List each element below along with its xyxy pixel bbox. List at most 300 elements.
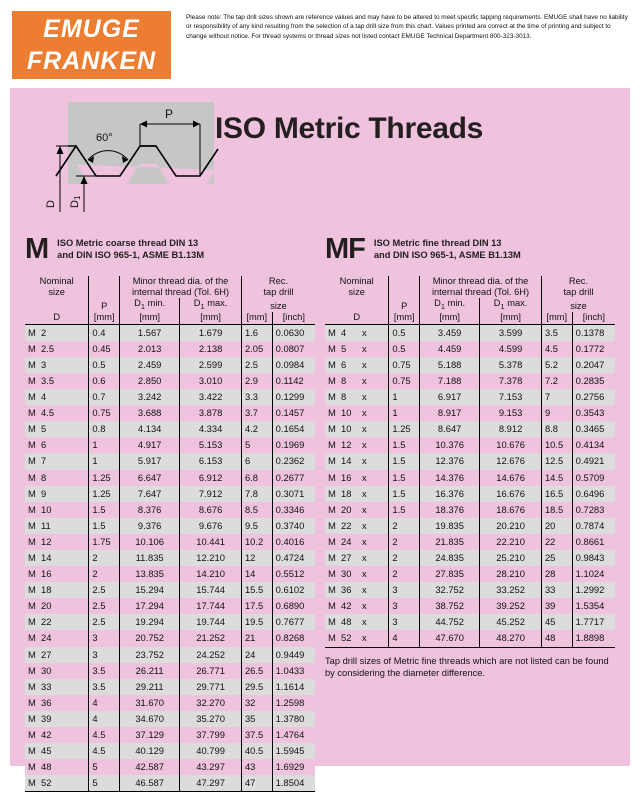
cell-d1-max: 10.441 [180,534,242,550]
th-rec: Rec. [268,276,289,286]
cell-drill-inch: 0.7283 [572,502,615,518]
cell-drill-mm: 4.2 [244,423,258,435]
cell-drill-mm: 9.5 [244,519,258,531]
cell-nominal-size: M 24 x [328,535,367,547]
disclaimer-note: Please note: The tap drill sizes shown are reference values and may have to be altered to meet specific tapping requirements. EMUGE shall have no liability or responsibility of any kind resulting from the selection of a tap drill size from this chart. Values printed are correct at the time of printing and subject to change without notice. For thread systems or thread sizes not listed contact EMUGE Technical Department 800-323-3013. [186,14,628,40]
cell-pitch: 2 [389,566,420,582]
cell-nominal-size: M 11 [28,519,51,531]
header-row-4 [25,312,315,324]
cell-d1-max: 37.799 [180,727,242,743]
th-tapdrill: tap drill [263,287,294,298]
table-row [325,598,615,614]
cell-d1-max: 43.297 [180,759,242,775]
cell-d1-min: 31.670 [120,695,180,711]
cell-pitch: 1.5 [89,502,120,518]
th-p: P [389,298,420,312]
cell-pitch: 1.5 [389,437,420,453]
cell-pitch: 0.45 [89,341,120,357]
cell-drill-inch: 0.1772 [572,341,615,357]
cell-d1-min: 47.670 [420,630,480,647]
cell-d1-max: 9.153 [480,405,542,421]
cell-pitch: 2 [89,550,120,566]
page-title: ISO Metric Threads [215,112,484,145]
cell-pitch: 1.25 [89,486,120,502]
cell-drill-mm: 21 [244,632,256,644]
th-d1max: $D_1$ max. [480,298,542,312]
table-row [325,341,615,357]
coarse-caption-line1: ISO Metric coarse thread DIN 13 [57,238,199,248]
cell-drill-mm: 39 [544,600,556,612]
svg-text:P: P [165,107,174,121]
cell-d1-max: 6.912 [180,470,242,486]
cell-nominal-size: M 3.5 [28,374,55,386]
cell-pitch: 0.8 [89,421,120,437]
coarse-table-body [25,324,315,792]
cell-d1-min: 18.376 [420,502,480,518]
th-drill-mm: [mm] [541,312,572,324]
fine-table-head [325,276,615,324]
th-d1min: $D_1$ min. [120,298,180,312]
cell-drill-mm: 8.8 [544,423,558,435]
th-nominal: Nominal [339,276,374,286]
table-row [325,453,615,469]
cell-d1-max: 21.252 [180,630,242,646]
cell-d1-max: 3.599 [480,324,542,341]
cell-nominal-size: M 24 [28,632,52,644]
cell-drill-inch: 0.1457 [272,405,315,421]
cell-d1-min: 6.647 [120,470,180,486]
table-row [25,743,315,759]
cell-nominal-size: M 4 [28,391,47,403]
cell-nominal-size: M 16 x [328,471,367,483]
cell-d1-max: 3.010 [180,373,242,389]
th-blank-2 [89,287,120,298]
cell-d1-min: 29.211 [120,679,180,695]
cell-d1-max: 6.153 [180,453,242,469]
cell-d1-max: 22.210 [480,534,542,550]
cell-nominal-size: M 9 [28,487,47,499]
cell-d1-min: 4.459 [420,341,480,357]
fine-badge: MF [325,233,365,265]
cell-drill-inch: 0.5709 [572,470,615,486]
table-row [25,486,315,502]
table-row [25,647,315,663]
th-d1min: $D_1$ min. [420,298,480,312]
cell-drill-mm: 28 [544,568,556,580]
cell-pitch: 1.25 [89,470,120,486]
cell-d1-min: 8.917 [420,405,480,421]
cell-drill-mm: 5 [244,439,251,451]
table-row [25,453,315,469]
cell-nominal-size: M 30 [28,664,52,676]
th-blank-2 [389,287,420,298]
cell-d1-max: 24.252 [180,647,242,663]
cell-nominal-size: M 5 [28,423,47,435]
cell-d1-min: 46.587 [120,775,180,792]
cell-drill-mm: 19.5 [244,616,264,628]
cell-drill-mm: 48 [541,630,572,647]
cell-drill-inch: 0.3071 [272,486,315,502]
cell-nominal-size: M 20 [28,600,52,612]
cell-d1-max: 40.799 [180,743,242,759]
cell-nominal-size: M 42 [28,729,52,741]
cell-pitch: 1.25 [389,421,420,437]
cell-d1-min: 14.376 [420,470,480,486]
cell-pitch: 3.5 [89,663,120,679]
cell-d1-min: 3.242 [120,389,180,405]
header-row-4 [325,312,615,324]
fine-caption-line2: and DIN ISO 965-1, ASME B1.13M [373,249,521,260]
cell-drill-mm: 33 [544,584,556,596]
cell-nominal-size: M 2 [28,326,47,338]
cell-nominal-size: M 22 x [328,519,367,531]
table-row [325,518,615,534]
cell-drill-mm: 6.8 [244,471,258,483]
cell-d1-max: 16.676 [480,486,542,502]
table-row [25,711,315,727]
cell-d1-min: 5.188 [420,357,480,373]
th-minor-line1: Minor thread dia. of the [420,276,542,287]
cell-pitch: 0.7 [89,389,120,405]
cell-d1-max: 7.912 [180,486,242,502]
cell-d1-min: 17.294 [120,598,180,614]
cell-d1-min: 40.129 [120,743,180,759]
header-row-3 [25,298,315,312]
th-minor-line2: internal thread (Tol. 6H) [120,287,242,298]
cell-drill-mm: 25 [544,551,556,563]
cell-d1-max: 45.252 [480,614,542,630]
cell-d1-max: 7.153 [480,389,542,405]
cell-d1-max: 14.676 [480,470,542,486]
cell-nominal-size: M 2.5 [28,342,55,354]
cell-drill-inch: 0.3543 [572,405,615,421]
cell-d1-max: 25.210 [480,550,542,566]
th-tapdrill: tap drill [563,287,594,298]
cell-nominal-size: M 33 [28,680,52,692]
cell-d1-min: 9.376 [120,518,180,534]
cell-d1-max: 4.334 [180,421,242,437]
cell-drill-inch: 0.0630 [272,324,315,341]
cell-pitch: 0.75 [89,405,120,421]
cell-pitch: 1 [89,453,120,469]
cell-drill-mm: 14.5 [544,471,564,483]
cell-d1-min: 38.752 [420,598,480,614]
cell-d1-max: 12.676 [480,453,542,469]
th-minor-line1: Minor thread dia. of the [120,276,242,287]
cell-d1-min: 26.211 [120,663,180,679]
header-row-1 [25,276,315,287]
th-p-unit: [mm] [89,312,120,324]
cell-d1-min: 12.376 [420,453,480,469]
th-d1min-unit: [mm] [420,312,480,324]
cell-drill-inch: 0.7677 [272,614,315,630]
cell-d1-min: 3.459 [420,324,480,341]
cell-drill-mm: 37.5 [244,729,264,741]
cell-d1-min: 7.647 [120,486,180,502]
cell-drill-mm: 5.2 [544,358,558,370]
cell-drill-mm: 2.05 [244,342,264,354]
cell-d1-max: 32.270 [180,695,242,711]
cell-nominal-size: M 27 [28,648,52,660]
table-row [25,518,315,534]
cell-drill-inch: 0.9843 [572,550,615,566]
cell-nominal-size: M 12 x [328,439,367,451]
cell-drill-mm: 15.5 [244,584,264,596]
th-blank-1 [389,276,420,287]
svg-text:D1: D1 [69,195,82,208]
cell-nominal-size: M 10 x [328,423,367,435]
cell-drill-mm: 3.7 [244,407,258,419]
cell-d1-min: 2.013 [120,341,180,357]
th-d: D [325,312,389,324]
cell-drill-inch: 1.1614 [272,679,315,695]
table-row [25,502,315,518]
cell-nominal-size: M 39 [28,712,52,724]
cell-pitch: 0.6 [89,373,120,389]
table-row [25,727,315,743]
cell-drill-mm: 24 [244,648,256,660]
table-row [325,582,615,598]
cell-pitch: 0.5 [389,324,420,341]
th-blank-3 [325,298,389,312]
cell-d1-min: 8.376 [120,502,180,518]
cell-d1-max: 14.210 [180,566,242,582]
th-nominal: Nominal [39,276,74,286]
cell-drill-inch: 1.7717 [572,614,615,630]
th-rec: Rec. [568,276,589,286]
cell-d1-min: 11.835 [120,550,180,566]
cell-drill-inch: 1.1024 [572,566,615,582]
cell-drill-inch: 1.6929 [272,759,315,775]
th-p: P [89,298,120,312]
table-row [325,614,615,630]
cell-d1-max: 2.599 [180,357,242,373]
cell-nominal-size: M 10 x [328,407,367,419]
table-row [25,324,315,341]
cell-d1-min: 4.134 [120,421,180,437]
cell-drill-mm: 16.5 [544,487,564,499]
table-row [325,550,615,566]
cell-nominal-size: M 14 [28,551,52,563]
cell-d1-min: 27.835 [420,566,480,582]
cell-d1-max: 26.771 [180,663,242,679]
cell-d1-max: 15.744 [180,582,242,598]
table-row [25,421,315,437]
cell-d1-max: 3.422 [180,389,242,405]
cell-nominal-size: M 30 x [328,568,367,580]
cell-drill-inch: 0.4921 [572,453,615,469]
th-size: size [48,287,65,298]
thread-profile-diagram [32,96,222,216]
th-d: D [25,312,89,324]
cell-drill-inch: 0.3465 [572,421,615,437]
cell-drill-inch: 0.4134 [572,437,615,453]
cell-d1-max: 29.771 [180,679,242,695]
cell-d1-min: 1.567 [120,324,180,341]
cell-drill-mm: 26.5 [244,664,264,676]
logo-text-emuge: EMUGE [17,15,166,47]
table-row [25,566,315,582]
coarse-caption [57,236,204,261]
cell-nominal-size: M 52 [25,775,89,792]
cell-drill-mm: 32 [244,696,256,708]
coarse-badge: M [25,233,49,265]
cell-pitch: 3 [389,582,420,598]
cell-pitch: 2.5 [89,614,120,630]
cell-d1-min: 34.670 [120,711,180,727]
table-row [25,759,315,775]
cell-pitch: 2.5 [89,582,120,598]
cell-d1-max: 2.138 [180,341,242,357]
cell-drill-mm: 3.3 [244,391,258,403]
table-row [325,502,615,518]
table-row [25,775,315,792]
svg-text:D: D [45,200,57,208]
th-minor-line2: internal thread (Tol. 6H) [420,287,542,298]
fine-footnote: Tap drill sizes of Metric fine threads which are not listed can be found by considering the diameter difference. [325,655,609,678]
cell-d1-max: 8.912 [480,421,542,437]
cell-d1-max: 7.378 [480,373,542,389]
table-row [325,486,615,502]
cell-drill-mm: 8.5 [244,503,258,515]
cell-nominal-size: M 6 [28,439,47,451]
coarse-caption-line2: and DIN ISO 965-1, ASME B1.13M [57,249,205,260]
table-row [325,373,615,389]
cell-nominal-size: M 48 x [328,616,367,628]
coarse-thread-table [25,276,315,792]
cell-d1-min: 10.106 [120,534,180,550]
cell-drill-inch: 0.0807 [272,341,315,357]
cell-drill-inch: 0.0984 [272,357,315,373]
table-row [25,373,315,389]
cell-d1-min: 2.459 [120,357,180,373]
cell-pitch: 3 [89,630,120,646]
cell-nominal-size: M 3 [28,358,47,370]
cell-drill-mm: 7.8 [244,487,258,499]
fine-caption-line1: ISO Metric fine thread DIN 13 [373,238,502,248]
th-size: size [348,287,365,298]
cell-drill-inch: 0.6890 [272,598,315,614]
cell-drill-mm: 10.2 [244,535,264,547]
cell-d1-min: 4.917 [120,437,180,453]
cell-drill-mm: 47 [241,775,272,792]
cell-pitch: 0.5 [389,341,420,357]
table-row [325,421,615,437]
cell-drill-inch: 0.8268 [272,630,315,646]
content-panel [10,88,630,789]
cell-drill-mm: 45 [544,616,556,628]
cell-nominal-size: M 18 x [328,487,367,499]
table-row [25,550,315,566]
table-row [25,598,315,614]
header-row-3 [325,298,615,312]
cell-pitch: 0.4 [89,324,120,341]
cell-d1-min: 24.835 [420,550,480,566]
coarse-header [25,233,315,276]
cell-nominal-size: M 10 [28,503,52,515]
cell-pitch: 1.5 [389,502,420,518]
cell-pitch: 4.5 [89,727,120,743]
table-row [25,437,315,453]
cell-nominal-size: M 4.5 [28,407,55,419]
th-blank-1 [89,276,120,287]
th-d1max-unit: [mm] [480,312,542,324]
coarse-thread-block [25,233,315,792]
th-sizeword: size [270,301,287,312]
table-row [25,470,315,486]
cell-d1-max: 5.378 [480,357,542,373]
cell-drill-inch: 1.0433 [272,663,315,679]
cell-d1-max: 18.676 [480,502,542,518]
table-row [325,405,615,421]
cell-drill-inch: 0.9449 [272,647,315,663]
table-row [25,630,315,646]
cell-pitch: 3.5 [89,679,120,695]
cell-nominal-size: M 14 x [328,455,367,467]
cell-drill-mm: 4.5 [544,342,558,354]
fine-table-body [325,324,615,647]
cell-drill-mm: 43 [244,761,256,773]
cell-drill-mm: 12.5 [544,455,564,467]
cell-d1-min: 16.376 [420,486,480,502]
header-row-2 [325,287,615,298]
cell-nominal-size: M 36 [28,696,52,708]
cell-drill-inch: 1.5945 [272,743,315,759]
cell-d1-max: 3.878 [180,405,242,421]
cell-pitch: 0.75 [389,357,420,373]
cell-drill-inch: 1.3780 [272,711,315,727]
cell-d1-min: 15.294 [120,582,180,598]
cell-d1-max: 4.599 [480,341,542,357]
cell-drill-mm: 3.5 [544,326,558,338]
cell-d1-max: 8.676 [180,502,242,518]
cell-nominal-size: M 6 x [328,358,367,370]
cell-drill-inch: 0.1299 [272,389,315,405]
table-row [325,534,615,550]
cell-drill-mm: 2.5 [244,358,258,370]
cell-drill-mm: 14 [244,568,256,580]
table-row [25,405,315,421]
cell-drill-inch: 0.4016 [272,534,315,550]
table-row [25,663,315,679]
cell-drill-mm: 7 [544,391,551,403]
table-row [325,389,615,405]
cell-drill-inch: 0.7874 [572,518,615,534]
cell-d1-min: 42.587 [120,759,180,775]
cell-pitch: 4.5 [89,743,120,759]
cell-nominal-size: M 27 x [328,551,367,563]
cell-d1-min: 44.752 [420,614,480,630]
cell-d1-min: 32.752 [420,582,480,598]
cell-drill-inch: 1.2598 [272,695,315,711]
table-row [25,614,315,630]
cell-d1-max: 19.744 [180,614,242,630]
cell-nominal-size: M 22 [28,616,52,628]
th-d1max-unit: [mm] [180,312,242,324]
cell-drill-inch: 0.2047 [572,357,615,373]
cell-drill-inch: 0.2756 [572,389,615,405]
cell-drill-inch: 0.1142 [272,373,315,389]
cell-drill-inch: 0.2362 [272,453,315,469]
cell-pitch: 1.75 [89,534,120,550]
cell-nominal-size: M 16 [28,568,52,580]
svg-text:60°: 60° [96,132,113,144]
cell-d1-max: 35.270 [180,711,242,727]
cell-d1-min: 19.294 [120,614,180,630]
table-row [25,582,315,598]
cell-d1-max: 20.210 [480,518,542,534]
cell-nominal-size: M 42 x [328,600,367,612]
